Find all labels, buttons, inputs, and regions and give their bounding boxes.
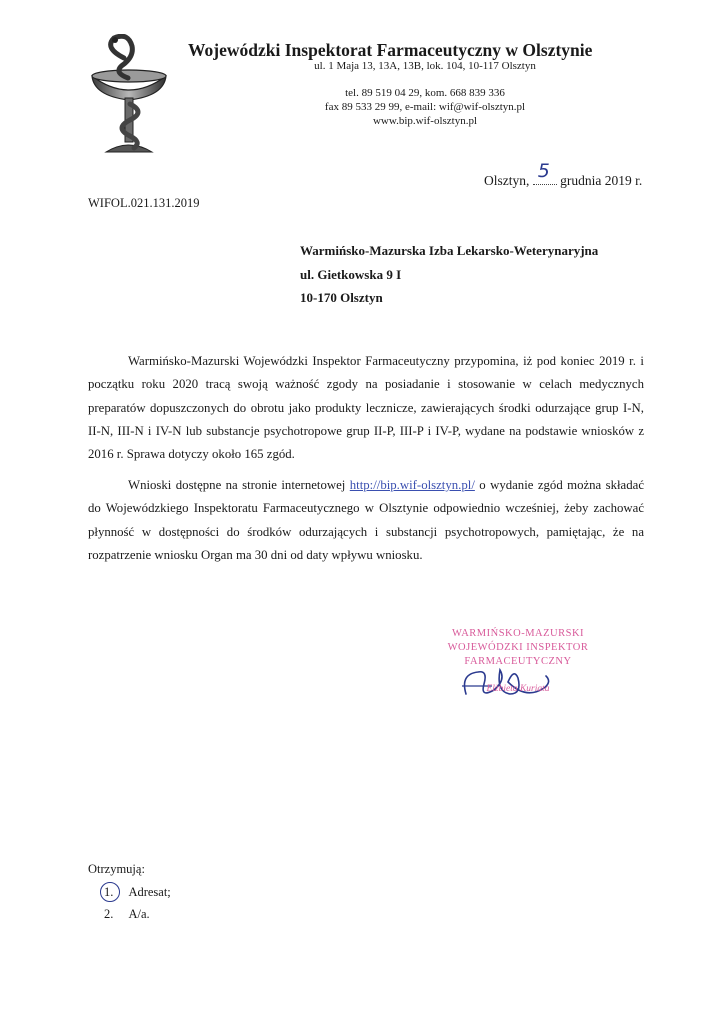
reference-number: WIFOL.021.131.2019: [88, 196, 200, 210]
recipients-item-text: A/a.: [128, 907, 150, 921]
date-month-year: grudnia 2019 r.: [560, 173, 643, 188]
stamp-line-3: FARMACEUTYCZNY: [464, 656, 572, 667]
recipients-label: Otrzymują:: [88, 862, 145, 876]
recipients-item-text: Adresat;: [128, 885, 171, 899]
institution-name: Wojewódzki Inspektorat Farmaceutyczny w Olsztynie: [188, 40, 593, 60]
institution-phone: tel. 89 519 04 29, kom. 668 839 336: [345, 87, 505, 99]
body-paragraph-2-rest: o wydanie zgód można składać do Wojewódzkiego Inspektoratu Farmaceutycznego w Olsztynie odpowiednio wcześniej, żeby zachować płynność w dostępności do środków odurzających i substancji psychotropowych, pamiętając, że na rozpatrzenie wniosku Organ ma 30 dni od daty wpływu wniosku.: [88, 478, 644, 562]
recipients-item-number: 2.: [104, 907, 114, 921]
recipients-item: [104, 885, 171, 900]
stamp-line-2: WOJEWÓDZKI INSPEKTOR: [447, 642, 589, 653]
body-paragraph-1-text: Warmińsko-Mazurski Wojewódzki Inspektor Farmaceutyczny przypomina, iż pod koniec 2019 r. i początku roku 2020 tracą swoją ważność zgody na posiadanie i stosowanie w celach medycznych preparatów dopuszczonych do obrotu jako produkty lecznicze, zawierających środki odurzające grup I-N, II-N, III-N i IV-N lub substancje psychotropowe grup II-P, III-P i IV-P, wydane na podstawie wniosków z 2016 r. Sprawa dotyczy około 165 zgód.: [88, 354, 644, 462]
recipient-street: ul. Gietkowska 9 I: [300, 267, 402, 282]
handwritten-circle-mark: [100, 882, 120, 902]
institution-address: ul. 1 Maja 13, 13A, 13B, lok. 104, 10-117 Olsztyn: [314, 60, 536, 72]
institution-website: www.bip.wif-olsztyn.pl: [372, 115, 478, 127]
stamp-line-1: WARMIŃSKO-MAZURSKI: [451, 628, 585, 639]
date-day-field: [533, 160, 557, 185]
bip-website-link[interactable]: http://bip.wif-olsztyn.pl/: [349, 478, 475, 492]
recipients-item: [104, 907, 150, 922]
date-city: Olsztyn,: [484, 173, 530, 188]
recipient-city: 10-170 Olsztyn: [300, 290, 383, 305]
body-paragraph-2-intro: Wnioski dostępne na stronie internetowej: [128, 478, 346, 492]
institution-fax-email: fax 89 533 29 99, e-mail: wif@wif-olsztyn.pl: [324, 101, 526, 113]
official-stamp: [418, 628, 618, 708]
body-paragraph-2: [88, 474, 644, 567]
date-day-handwritten: 5: [537, 160, 550, 182]
stamp-signatory-name: Elżbieta Kuriata: [486, 684, 550, 694]
letter-date: [484, 160, 643, 189]
recipient-name: Warmińsko-Mazurska Izba Lekarsko-Weterynaryjna: [300, 243, 599, 258]
pharmacy-logo: [84, 34, 174, 159]
recipients-item-number: 1.: [104, 885, 114, 899]
body-paragraph-1: [88, 350, 644, 466]
